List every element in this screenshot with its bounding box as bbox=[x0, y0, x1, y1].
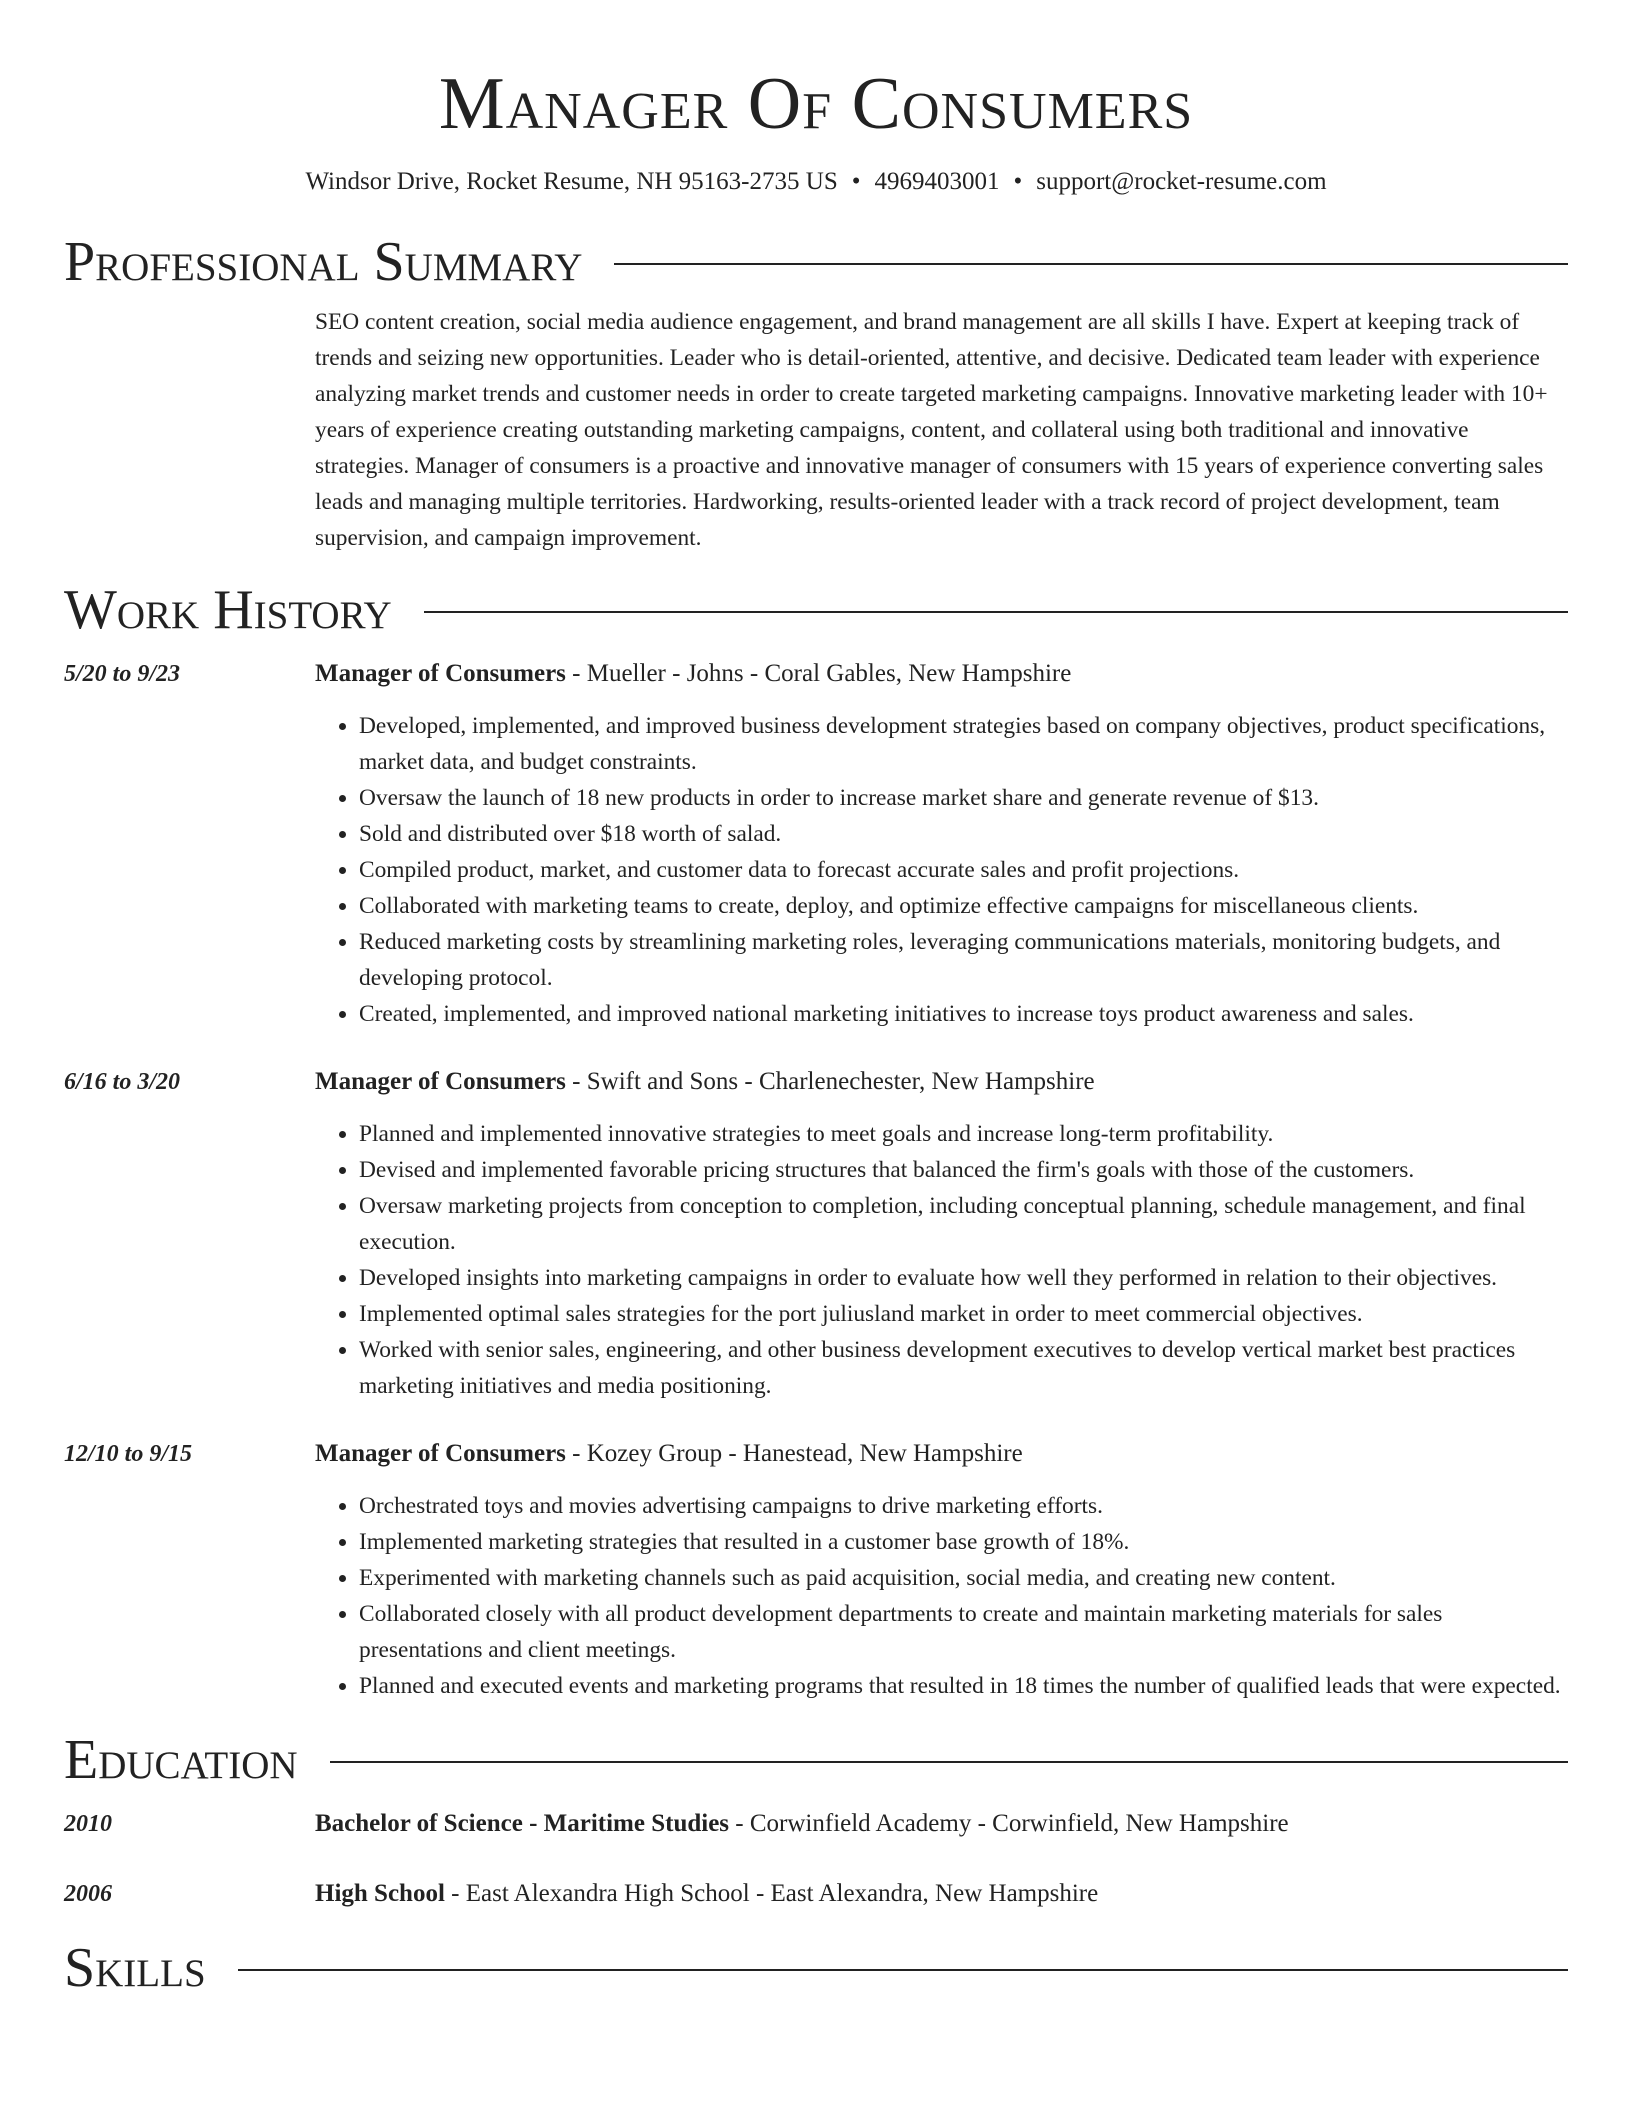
job-bullet: • Planned and executed events and marketing programs that resulted in 18 times the number of qualified leads that were expected. bbox=[359, 1668, 1568, 1704]
job-bullet: • Developed, implemented, and improved business development strategies based on company objectives, product specifications, market data, and budget constraints. bbox=[359, 708, 1568, 780]
job-title-line bbox=[315, 1064, 1568, 1100]
job-bullet-list bbox=[315, 708, 1568, 1032]
education-year: 2006 bbox=[64, 1881, 112, 1907]
job-bullet: • Devised and implemented favorable pricing structures that balanced the firm's goals with those of the customers. bbox=[359, 1152, 1568, 1188]
job-employer: - Mueller - Johns - Coral Gables, New Hampshire bbox=[565, 660, 1072, 687]
job-bullet: • Compiled product, market, and customer data to forecast accurate sales and profit projections. bbox=[359, 852, 1568, 888]
education-school: - East Alexandra High School - East Alexandra, New Hampshire bbox=[444, 1880, 1099, 1907]
job-dates: 6/16 to 3/20 bbox=[64, 1069, 181, 1095]
job-bullet: • Oversaw marketing projects from conception to completion, including conceptual planning, schedule management, and final execution. bbox=[359, 1188, 1568, 1260]
education-entry bbox=[64, 1876, 1568, 1912]
contact-separator: • bbox=[1013, 168, 1023, 195]
job-dates: 5/20 to 9/23 bbox=[64, 661, 181, 687]
education-degree: Bachelor of Science - Maritime Studies bbox=[315, 1810, 730, 1837]
job-entry bbox=[64, 656, 1568, 1032]
education-section-title: Education bbox=[64, 1729, 298, 1791]
job-bullet: • Reduced marketing costs by streamlining marketing roles, leveraging communications materials, monitoring budgets, and developing protocol. bbox=[359, 924, 1568, 996]
education-degree: High School bbox=[315, 1880, 445, 1907]
resume-page bbox=[64, 0, 1568, 2000]
resume-name: Manager Of Consumers bbox=[438, 63, 1194, 145]
job-bullet: • Oversaw the launch of 18 new products in order to increase market share and generate revenue of $13. bbox=[359, 780, 1568, 816]
job-bullet-list bbox=[315, 1116, 1568, 1404]
job-dates: 12/10 to 9/15 bbox=[64, 1441, 193, 1467]
job-bullet-list bbox=[315, 1488, 1568, 1704]
job-bullet: • Sold and distributed over $18 worth of salad. bbox=[359, 816, 1568, 852]
education-line bbox=[315, 1876, 1568, 1912]
job-title-line bbox=[315, 1436, 1568, 1472]
job-bullet: • Created, implemented, and improved national marketing initiatives to increase toys product awareness and sales. bbox=[359, 996, 1568, 1032]
contact-email: support@rocket-resume.com bbox=[1036, 168, 1327, 195]
job-role: Manager of Consumers bbox=[315, 1068, 566, 1095]
job-bullet: • Worked with senior sales, engineering, and other business development executives to develop vertical market best practices marketing initiatives and media positioning. bbox=[359, 1332, 1568, 1404]
skills-section-header bbox=[64, 1936, 1568, 2000]
summary-text: SEO content creation, social media audience engagement, and brand management are all skills I have. Expert at keeping track of trends and seizing new opportunities. Leader who is detail-oriented, attentive, and decisive. Dedicated team leader with experience analyzing market trends and customer needs in order to create targeted marketing campaigns. Innovative marketing leader with 10+ years of experience creating outstanding marketing campaigns, content, and collateral using both traditional and innovative strategies. Manager of consumers is a proactive and innovative manager of consumers with 15 years of experience converting sales leads and managing multiple territories. Hardworking, results-oriented leader with a track record of project development, team supervision, and campaign improvement. bbox=[315, 309, 1548, 551]
work-section-header bbox=[64, 578, 1568, 642]
job-role: Manager of Consumers bbox=[315, 1440, 566, 1467]
skills-section-title: Skills bbox=[64, 1937, 206, 1999]
section-divider bbox=[424, 611, 1568, 613]
education-year: 2010 bbox=[64, 1811, 112, 1837]
job-bullet: • Implemented marketing strategies that resulted in a customer base growth of 18%. bbox=[359, 1524, 1568, 1560]
education-line bbox=[315, 1806, 1568, 1842]
job-bullet: • Experimented with marketing channels such as paid acquisition, social media, and creating new content. bbox=[359, 1560, 1568, 1596]
job-bullet: • Developed insights into marketing campaigns in order to evaluate how well they performed in relation to their objectives. bbox=[359, 1260, 1568, 1296]
job-entry bbox=[64, 1064, 1568, 1404]
job-role: Manager of Consumers bbox=[315, 660, 566, 687]
job-bullet: • Collaborated closely with all product development departments to create and maintain marketing materials for sales presentations and client meetings. bbox=[359, 1596, 1568, 1668]
contact-address: Windsor Drive, Rocket Resume, NH 95163-2735 US bbox=[305, 168, 838, 195]
education-school: - Corwinfield Academy - Corwinfield, New Hampshire bbox=[729, 1810, 1289, 1837]
job-employer: - Swift and Sons - Charlenechester, New Hampshire bbox=[565, 1068, 1095, 1095]
contact-phone: 4969403001 bbox=[874, 168, 1000, 195]
job-bullet: • Implemented optimal sales strategies for the port juliusland market in order to meet commercial objectives. bbox=[359, 1296, 1568, 1332]
job-title-line bbox=[315, 656, 1568, 692]
summary-section-title: Professional Summary bbox=[64, 231, 583, 293]
summary-section-header bbox=[64, 230, 1568, 294]
section-divider bbox=[330, 1761, 1568, 1763]
section-divider bbox=[238, 1969, 1568, 1971]
contact-line bbox=[64, 166, 1568, 198]
job-bullet: • Collaborated with marketing teams to create, deploy, and optimize effective campaigns for miscellaneous clients. bbox=[359, 888, 1568, 924]
job-bullet: • Planned and implemented innovative strategies to meet goals and increase long-term profitability. bbox=[359, 1116, 1568, 1152]
job-bullet: • Orchestrated toys and movies advertising campaigns to drive marketing efforts. bbox=[359, 1488, 1568, 1524]
education-section-header bbox=[64, 1728, 1568, 1792]
education-entry bbox=[64, 1806, 1568, 1842]
work-section-title: Work History bbox=[64, 579, 392, 641]
contact-separator: • bbox=[851, 168, 861, 195]
job-employer: - Kozey Group - Hanestead, New Hampshire bbox=[565, 1440, 1023, 1467]
section-divider bbox=[614, 263, 1568, 265]
job-entry bbox=[64, 1436, 1568, 1704]
